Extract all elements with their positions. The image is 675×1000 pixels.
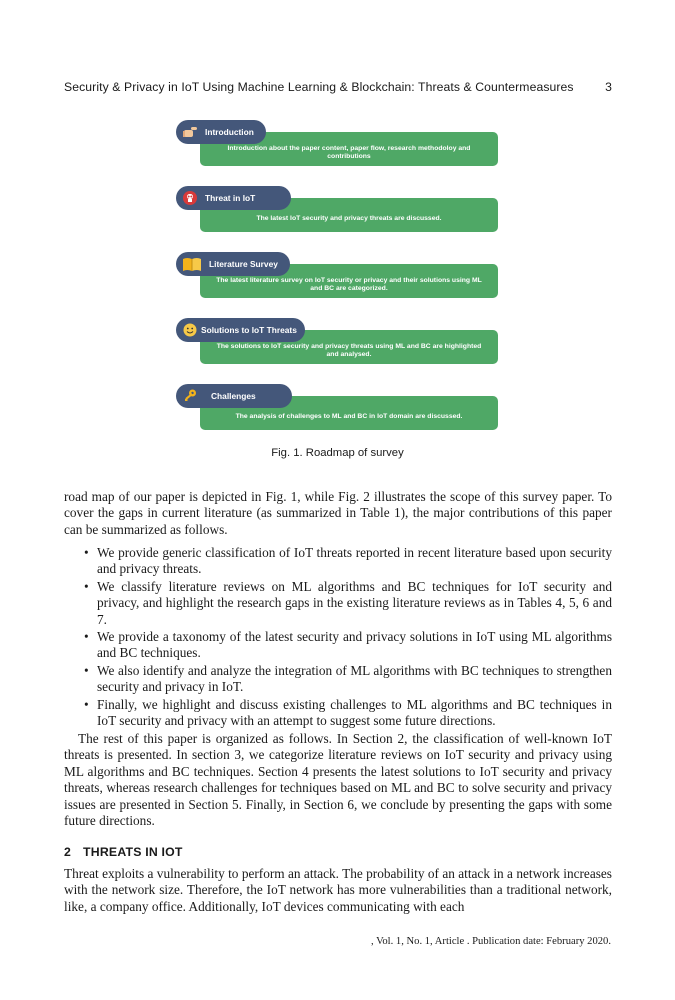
bullet-icon: •: [84, 696, 89, 712]
stage-label: Literature Survey: [209, 259, 278, 269]
stage-description: The analysis of challenges to ML and BC in IoT domain are discussed.: [200, 396, 498, 430]
section-heading: [64, 845, 183, 859]
list-item: [84, 697, 612, 730]
stage-label-pill: [176, 186, 291, 210]
stage-label: Challenges: [211, 391, 256, 401]
stage-label: Solutions to IoT Threats: [201, 325, 297, 335]
bullet-icon: •: [84, 545, 89, 560]
list-item-text: Finally, we highlight and discuss existing challenges to ML algorithms and BC techniques in IoT security and privacy with an attempt to suggest some future directions.: [97, 696, 612, 729]
list-item: [84, 545, 612, 578]
stage-label-pill: [176, 384, 292, 408]
section-number: 2: [64, 845, 72, 859]
hand-pointing-icon: [182, 124, 198, 140]
book-icon: [182, 256, 202, 272]
running-head: [64, 80, 612, 98]
smiley-icon: [182, 322, 198, 338]
stage-description: The solutions to IoT security and privacy threats using ML and BC are highlighted and analysed.: [200, 330, 498, 364]
stage-label-pill: [176, 318, 305, 342]
roadmap-stage-literature-survey: [176, 252, 502, 300]
roadmap-stage-threat: [176, 186, 502, 234]
list-item: [84, 579, 612, 628]
section-title: THREATS IN IOT: [83, 845, 183, 859]
stage-label-pill: [176, 252, 290, 276]
key-icon: [182, 388, 198, 404]
roadmap-stage-challenges: [176, 384, 502, 432]
page-footer: , Vol. 1, No. 1, Article . Publication date: February 2020.: [371, 936, 611, 947]
roadmap-stage-introduction: [176, 120, 502, 168]
paragraph-threats: Threat exploits a vulnerability to perform an attack. The probability of an attack in a network increases with the network size. Therefore, the IoT network has more vulnerabilities than a traditional network, like, a company office. Additionally, IoT devices communicating with each: [64, 866, 612, 914]
figure-caption: Fig. 1. Roadmap of survey: [271, 447, 404, 459]
contributions-list: [84, 545, 612, 730]
list-item-text: We also identify and analyze the integration of ML algorithms with BC techniques to strengthen security and privacy in IoT.: [97, 662, 612, 695]
stage-description: The latest IoT security and privacy threats are discussed.: [200, 198, 498, 232]
stage-label: Introduction: [205, 127, 254, 137]
bullet-icon: •: [84, 578, 89, 594]
roadmap-stage-solutions: [176, 318, 502, 366]
stage-label: Threat in IoT: [205, 193, 256, 203]
list-item-text: We provide a taxonomy of the latest security and privacy solutions in IoT using ML algorithms and BC techniques.: [97, 629, 612, 661]
paragraph-organization: The rest of this paper is organized as follows. In Section 2, the classification of well-known IoT threats is presented. In section 3, we categorize literature reviews on IoT security and privacy using ML algorithms and BC techniques. Section 4 presents the latest solutions to IoT security and privacy threats, whereas research challenges for techniques based on ML and BC to solve security and privacy issues are presented in Section 5. Finally, in Section 6, we conclude by presenting the gaps with some future directions.: [64, 731, 612, 829]
page-number: 3: [605, 80, 612, 94]
bullet-icon: •: [84, 629, 89, 645]
stage-description: Introduction about the paper content, paper flow, research methodoloy and contributions: [200, 132, 498, 166]
running-head-title: Security & Privacy in IoT Using Machine Learning & Blockchain: Threats & Countermeasures: [64, 80, 574, 94]
list-item: [84, 663, 612, 696]
roadmap-figure: [176, 120, 502, 432]
bullet-icon: •: [84, 662, 89, 678]
paragraph-roadmap: road map of our paper is depicted in Fig. 1, while Fig. 2 illustrates the scope of this survey paper. To cover the gaps in current literature (as summarized in Table 1), the major contributions of this paper can be summarized as follows.: [64, 489, 612, 537]
threat-icon: [182, 190, 198, 206]
list-item-text: We provide generic classification of IoT threats reported in recent literature based upon security and privacy threats.: [97, 545, 612, 577]
list-item-text: We classify literature reviews on ML algorithms and BC techniques for IoT security and privacy, and highlight the research gaps in the existing literature reviews as in Tables 4, 5, 6 and 7.: [97, 578, 612, 627]
stage-description: The latest literature survey on IoT security or privacy and their solutions using ML and BC are categorized.: [200, 264, 498, 298]
list-item: [84, 629, 612, 662]
stage-label-pill: [176, 120, 266, 144]
